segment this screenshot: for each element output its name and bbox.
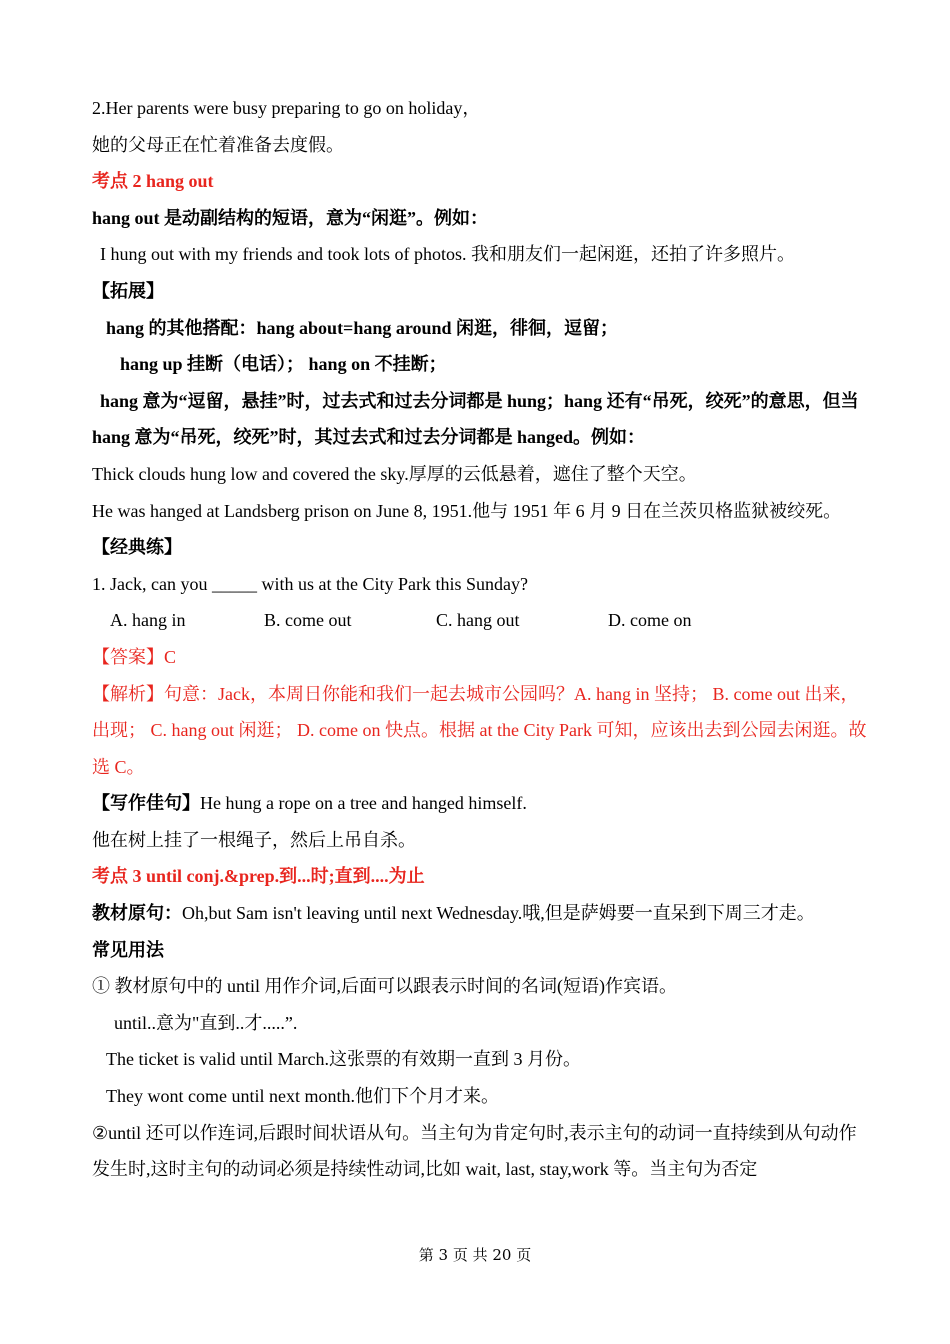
definition: hang out 是动副结构的短语，意为“闲逛”。例如：: [92, 207, 489, 228]
writing-example: He hung a rope on a tree and hanged himself.: [200, 793, 527, 814]
explanation: 【解析】句意：Jack，本周日你能和我们一起去城市公园吗？A. hang in 坚持； B. come out 出来，出现； C. hang out 闲逛； D. come on 快点。根据 at the City Park 可知，应该出去到公园去闲逛。故选 C。: [92, 683, 867, 777]
writing-label: 【写作佳句】: [92, 793, 200, 814]
collocation-line: hang 的其他搭配：hang about=hang around 闲逛，徘徊，逗留；: [106, 317, 619, 338]
option-a: A. hang in: [110, 610, 186, 631]
option-d: D. come on: [608, 610, 692, 631]
hang-usage-note: hang 意为“逗留，悬挂”时，过去式和过去分词都是 hung；hang 还有“吊死，绞死”的意思，但当 hang 意为“吊死，绞死”时，其过去式和过去分词都是 hanged。例如：: [92, 390, 859, 448]
example-sentence: 2.Her parents were busy preparing to go on holiday，: [92, 98, 481, 118]
practice-label: 【经典练】: [92, 537, 182, 558]
extension-label: 【拓展】: [92, 280, 164, 301]
example-translation: 她的父母正在忙着准备去度假。: [92, 134, 344, 155]
example-sentence: They wont come until next month.他们下个月才来。: [106, 1086, 499, 1107]
collocation-line: hang up 挂断（电话）； hang on 不挂断；: [120, 354, 447, 375]
example-sentence: He was hanged at Landsberg prison on June 8, 1951.他与 1951 年 6 月 9 日在兰茨贝格监狱被绞死。: [92, 500, 842, 521]
writing-translation: 他在树上挂了一根绳子，然后上吊自杀。: [92, 829, 416, 850]
example-sentence: The ticket is valid until March.这张票的有效期一直到 3 月份。: [106, 1049, 581, 1070]
usage-point-2: ②until 还可以作连词,后跟时间状语从句。当主句为肯定句时,表示主句的动词一直持续到从句动作发生时,这时主句的动词必须是持续性动词,比如 wait, last, stay,work 等。当主句为否定: [92, 1122, 857, 1180]
document-body: [92, 90, 872, 1188]
answer: 【答案】C: [92, 646, 177, 667]
example-sentence: I hung out with my friends and took lots of photos. 我和朋友们一起闲逛，还拍了许多照片。: [100, 244, 795, 265]
section-heading-2: 考点 2 hang out: [92, 171, 214, 192]
section-heading-3: 考点 3 until conj.&prep.到...时;直到....为止: [92, 866, 425, 887]
textbook-label: 教材原句：: [92, 903, 182, 924]
option-b: B. come out: [264, 610, 352, 631]
page-footer: 第 3 页 共 20 页: [418, 1246, 532, 1264]
textbook-sentence: [92, 895, 872, 932]
usage-meaning: until..意为"直到..才.....”.: [114, 1012, 298, 1033]
example-sentence: Thick clouds hung low and covered the sky.厚厚的云低悬着，遮住了整个天空。: [92, 463, 697, 484]
practice-question: 1. Jack, can you _____ with us at the City Park this Sunday?: [92, 573, 528, 594]
usage-point-1: ① 教材原句中的 until 用作介词,后面可以跟表示时间的名词(短语)作宾语。: [92, 976, 677, 997]
writing-sentence: [92, 785, 872, 822]
usage-heading: 常见用法: [92, 939, 164, 960]
answer-options: [92, 602, 872, 639]
option-c: C. hang out: [436, 610, 520, 631]
textbook-text: Oh,but Sam isn't leaving until next Wednesday.哦,但是萨姆要一直呆到下周三才走。: [182, 903, 815, 924]
